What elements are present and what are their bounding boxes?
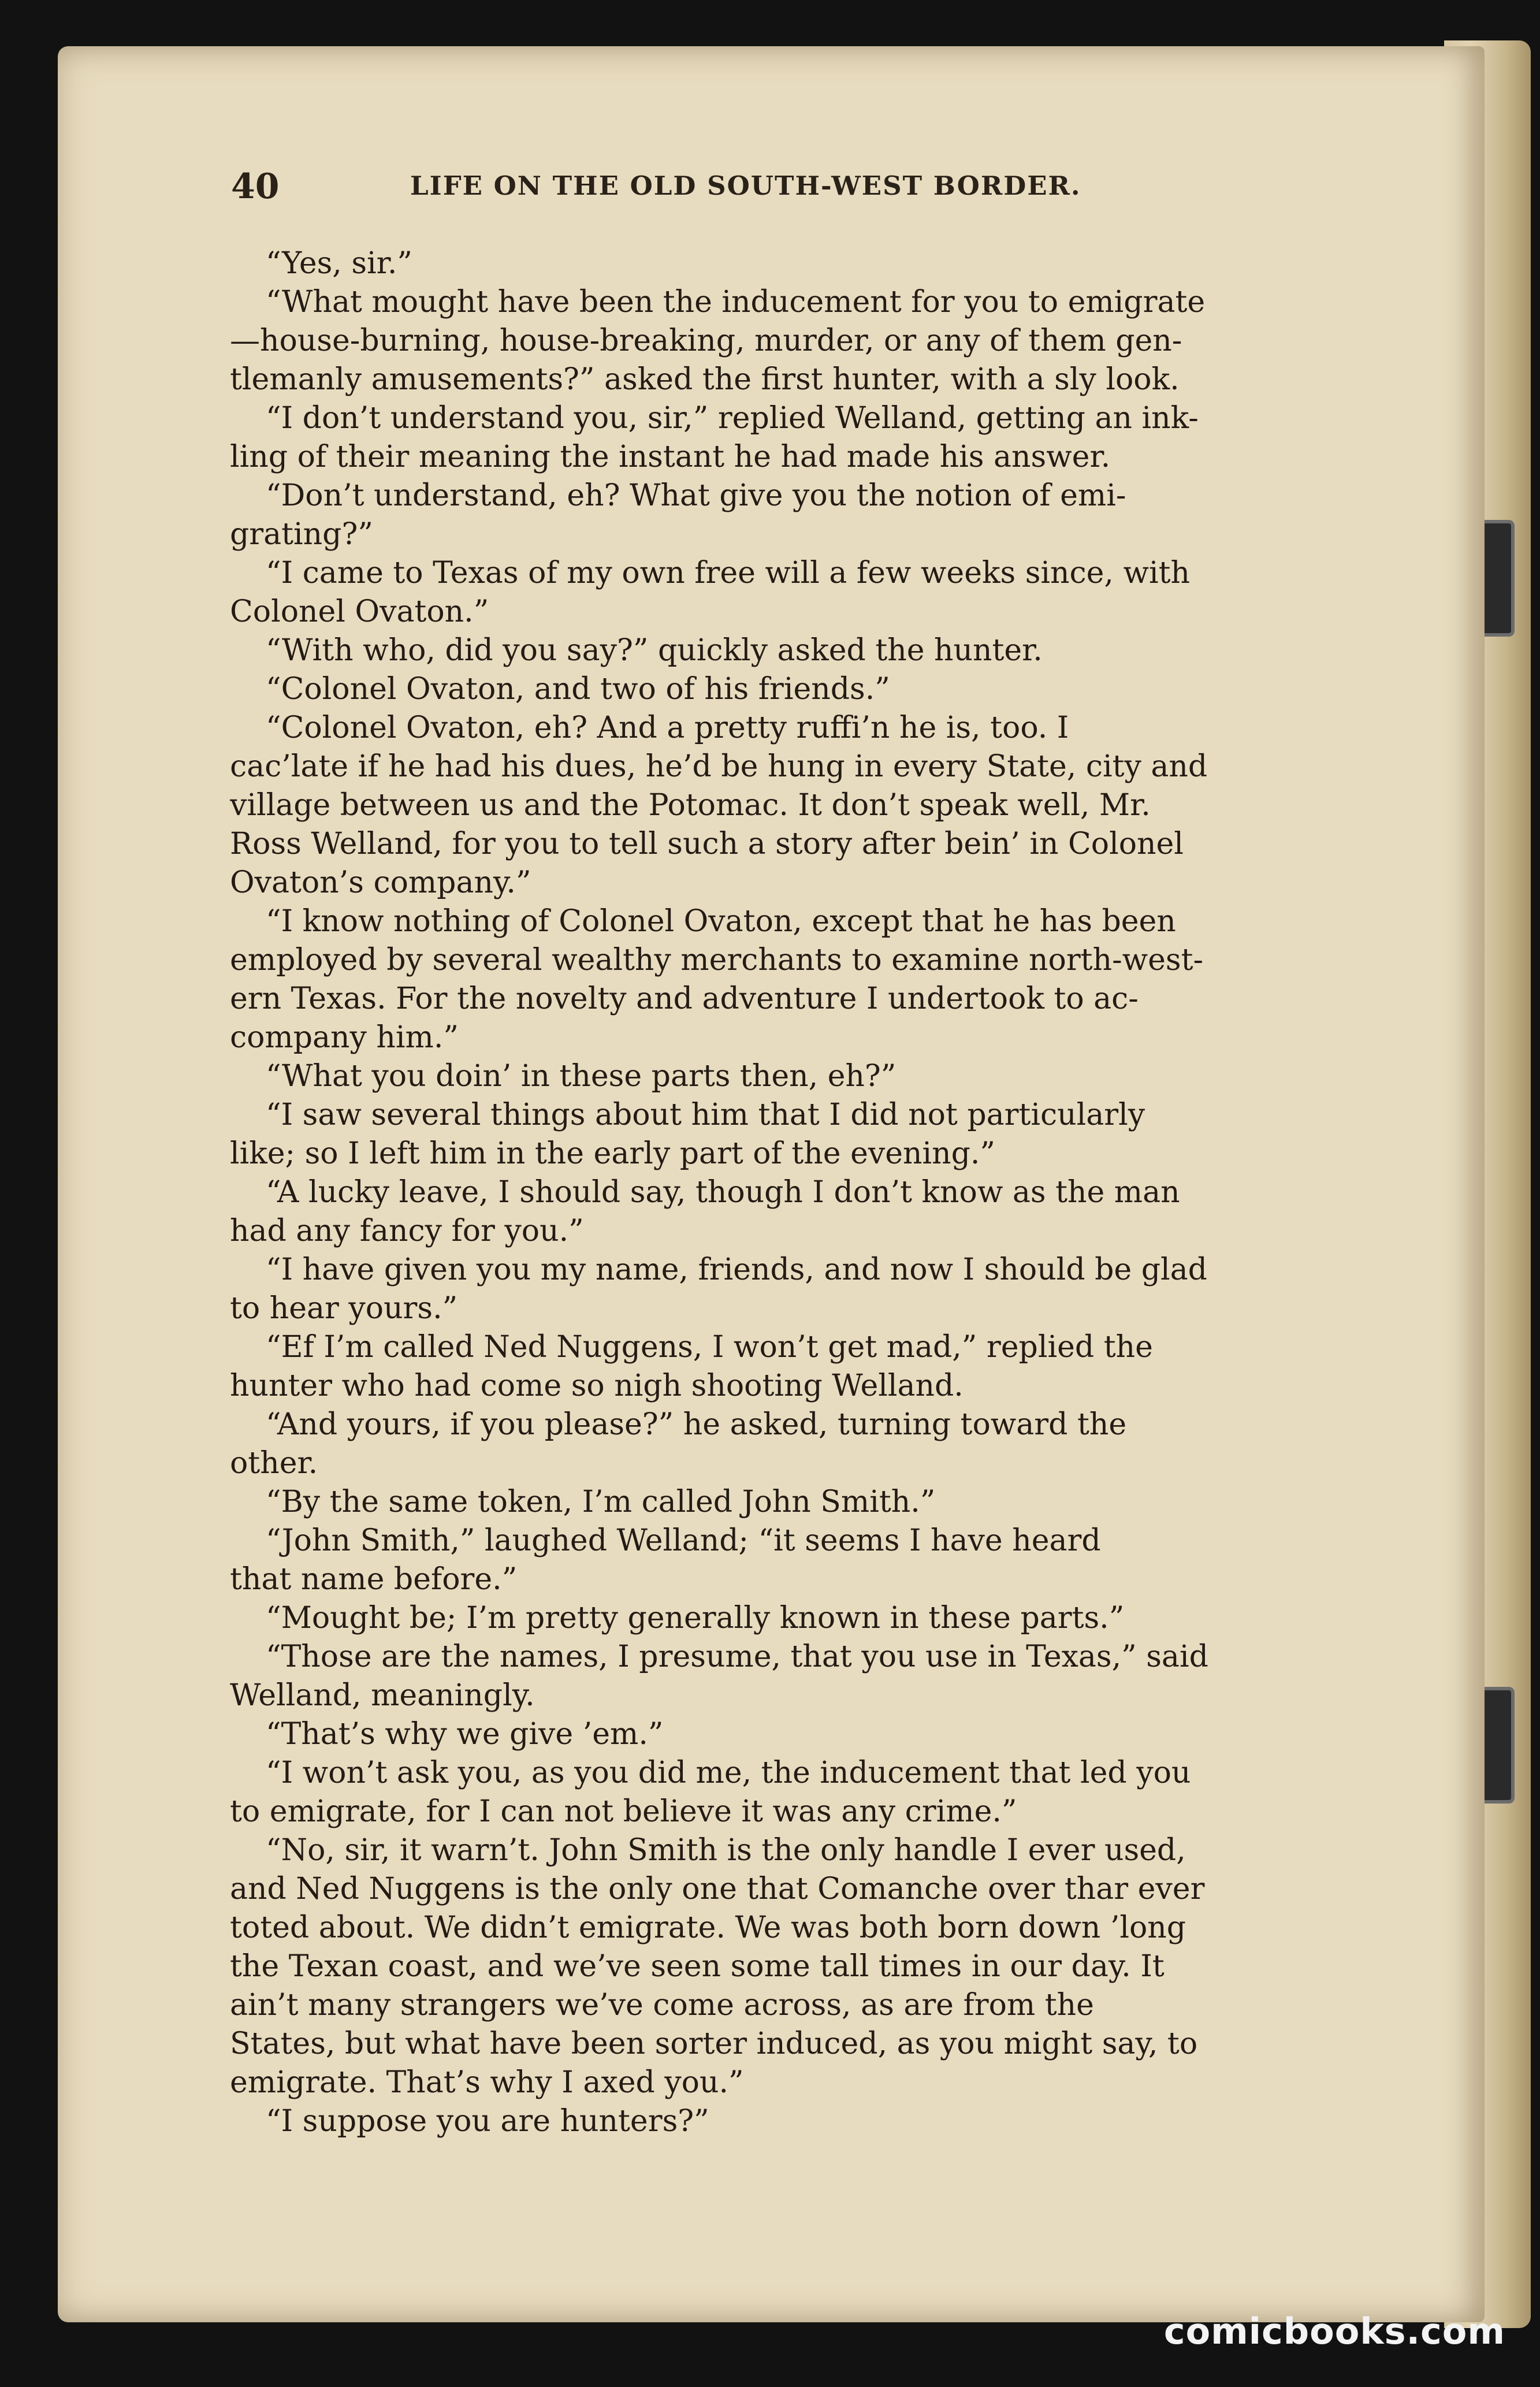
body-text <box>230 244 1356 2141</box>
text-line: the Texan coast, and we’ve seen some tall times in our day. It <box>230 1949 1165 1984</box>
text-line: “I came to Texas of my own free will a few weeks since, with <box>266 556 1190 590</box>
text-line: ling of their meaning the instant he had made his answer. <box>230 440 1111 474</box>
text-line: ern Texas. For the novelty and adventure I undertook to ac- <box>230 981 1139 1016</box>
text-line: “By the same token, I’m called John Smith.” <box>266 1485 936 1519</box>
watermark: comicbooks.com <box>1163 2310 1505 2352</box>
text-line: “That’s why we give ’em.” <box>266 1717 664 1752</box>
text-line: had any fancy for you.” <box>230 1214 584 1248</box>
text-line: “I don’t understand you, sir,” replied Welland, getting an ink- <box>266 401 1199 436</box>
text-line: “Don’t understand, eh? What give you the notion of emi- <box>266 478 1126 513</box>
text-line: emigrate. That’s why I axed you.” <box>230 2065 744 2100</box>
text-line: “What mought have been the inducement for you to emigrate <box>266 285 1206 319</box>
text-line: “Mought be; I’m pretty generally known in these parts.” <box>266 1601 1125 1635</box>
text-line: Ross Welland, for you to tell such a story after bein’ in Colonel <box>230 827 1184 861</box>
text-line: “Yes, sir.” <box>266 246 412 281</box>
text-line: “John Smith,” laughed Welland; “it seems I have heard <box>266 1523 1101 1558</box>
text-line: “Colonel Ovaton, eh? And a pretty ruffi’n he is, too. I <box>266 711 1069 745</box>
text-line: “What you doin’ in these parts then, eh?” <box>266 1059 897 1094</box>
page-number: 40 <box>231 166 280 207</box>
text-line: “With who, did you say?” quickly asked the hunter. <box>266 633 1043 668</box>
text-line: tlemanly amusements?” asked the first hunter, with a sly look. <box>230 362 1180 397</box>
text-line: to hear yours.” <box>230 1291 458 1326</box>
text-line: toted about. We didn’t emigrate. We was both born down ’long <box>230 1910 1186 1945</box>
text-line: village between us and the Potomac. It don’t speak well, Mr. <box>230 788 1151 823</box>
text-line: States, but what have been sorter induced, as you might say, to <box>230 2027 1198 2061</box>
text-line: ain’t many strangers we’ve come across, as are from the <box>230 1988 1094 2022</box>
text-line: “I suppose you are hunters?” <box>266 2104 709 2139</box>
text-line: “I have given you my name, friends, and now I should be glad <box>266 1252 1207 1287</box>
text-line: grating?” <box>230 517 373 552</box>
text-line: “Colonel Ovaton, and two of his friends.” <box>266 672 890 707</box>
text-line: company him.” <box>230 1020 459 1055</box>
page-header <box>231 166 1386 207</box>
text-line: hunter who had come so nigh shooting Welland. <box>230 1369 964 1403</box>
text-line: “I won’t ask you, as you did me, the inducement that led you <box>266 1756 1191 1790</box>
text-line: to emigrate, for I can not believe it was any crime.” <box>230 1794 1017 1829</box>
text-line: that name before.” <box>230 1562 518 1597</box>
text-line: “And yours, if you please?” he asked, turning toward the <box>266 1407 1127 1442</box>
text-line: “I know nothing of Colonel Ovaton, except that he has been <box>266 904 1176 939</box>
text-line: like; so I left him in the early part of the evening.” <box>230 1136 996 1171</box>
text-line: Colonel Ovaton.” <box>230 594 489 629</box>
text-line: and Ned Nuggens is the only one that Comanche over thar ever <box>230 1872 1205 1906</box>
text-line: “Those are the names, I presume, that you use in Texas,” said <box>266 1639 1208 1674</box>
text-line: Ovaton’s company.” <box>230 865 531 900</box>
text-line: “I saw several things about him that I did not particularly <box>266 1098 1145 1132</box>
text-line: “No, sir, it warn’t. John Smith is the only handle I ever used, <box>266 1833 1186 1868</box>
text-line: Welland, meaningly. <box>230 1678 535 1713</box>
running-head: LIFE ON THE OLD SOUTH-WEST BORDER. <box>410 170 1081 201</box>
text-line: —house-burning, house-breaking, murder, or any of them gen- <box>230 324 1182 358</box>
text-line: other. <box>230 1446 318 1481</box>
text-line: “Ef I’m called Ned Nuggens, I won’t get mad,” replied the <box>266 1330 1153 1364</box>
text-line: “A lucky leave, I should say, though I don’t know as the man <box>266 1175 1180 1210</box>
text-line: employed by several wealthy merchants to examine north-west- <box>230 943 1204 977</box>
text-line: cac’late if he had his dues, he’d be hung in every State, city and <box>230 749 1208 784</box>
